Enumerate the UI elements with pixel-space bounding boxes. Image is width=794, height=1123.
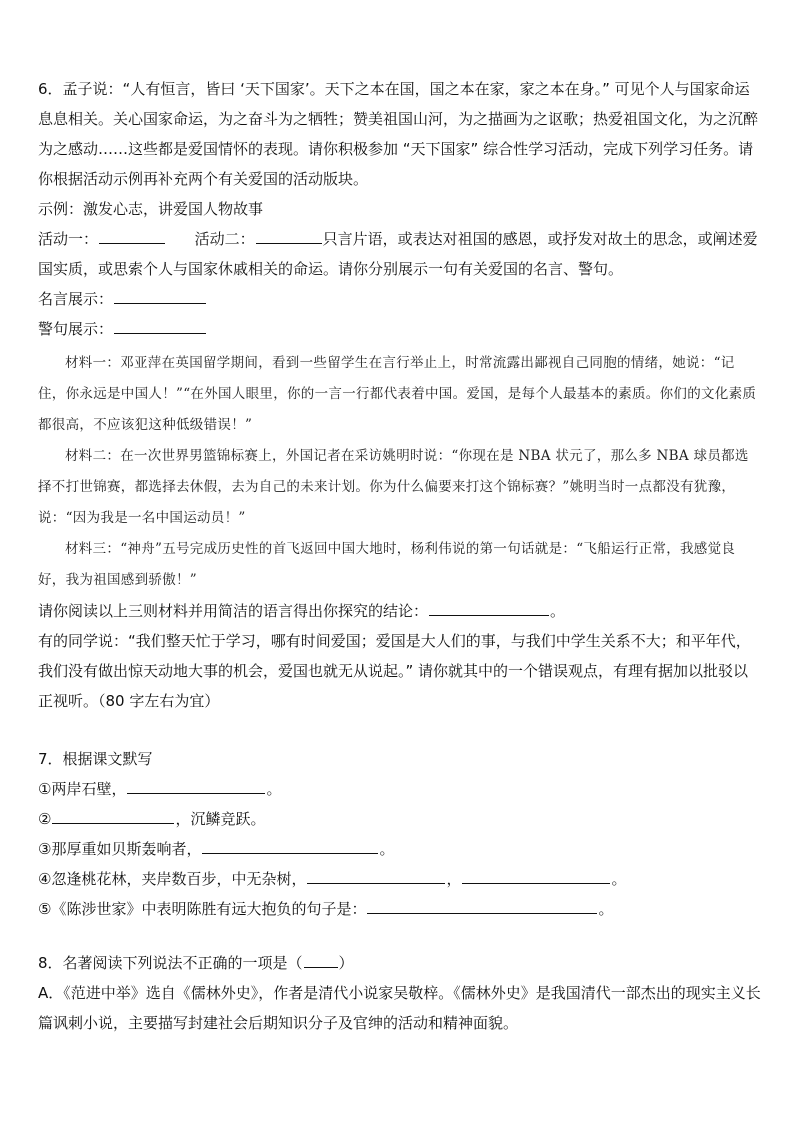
recite-item-1-end: 。 [266,780,282,798]
recite-item-3-end: 。 [379,840,395,858]
warning-row [38,314,762,344]
recite-item-4-comma: ， [446,870,462,888]
classmate-viewpoint: 有的同学说：“我们整天忙于学习，哪有时间爱国；爱国是大人们的事，与我们中学生关系不大；和平年代，我们没有做出惊天动地大事的机会，爱国也就无从说起。” 请你就其中的一个错误观点，有理有据加以批驳以正视听。（80 字左右为宜） [38,632,751,710]
conclusion-blank[interactable] [429,597,549,616]
recite-item-4-text: ④忽逢桃花林，夹岸数百步，中无杂树， [38,870,307,888]
recite-item-5-blank[interactable] [367,895,597,914]
question-8-title [38,948,762,978]
material-one: 材料一：邓亚萍在英国留学期间，看到一些留学生在言行举止上，时常流露出鄙视自己同胞的情绪，她说：“记住，你永远是中国人！”“在外国人眼里，你的一言一行都代表着中国。爱国，是每个人最基本的素质。你们的文化素质都很高，不应该犯这种低级错误！” [38,355,757,433]
recite-item-4-blank-b[interactable] [462,865,610,884]
recite-item-2-blank[interactable] [52,805,174,824]
question-7-title: 7．根据课文默写 [38,750,153,768]
recite-item-3 [38,834,762,864]
recite-item-4-blank-a[interactable] [307,865,445,884]
quote-blank[interactable] [114,285,206,304]
question-8-close: ） [338,954,354,972]
activity-section [38,224,762,284]
material-three: 材料三：“神舟”五号完成历史性的首飞返回中国大地时，杨利伟说的第一句话就是：“飞船运行正常，我感觉良好，我为祖国感到骄傲！” [38,541,736,588]
example-activity: 示例：激发心志，讲爱国人物故事 [38,200,264,218]
recite-item-4 [38,864,762,894]
recite-item-5 [38,894,762,924]
material-two: 材料二：在一次世界男篮锦标赛上，外国记者在采访姚明时说：“你现在是 NBA 状元了，那么多 NBA 球员都选择不打世锦赛，都选择去休假，去为自己的未来计划。你为什么偏要来打这个锦标赛？”姚明当时一点都没有犹豫，说：“因为我是一名中国运动员！” [38,448,749,526]
question-8-text: 8．名著阅读下列说法不正确的一项是（ [38,954,303,972]
recite-item-2 [38,804,762,834]
recite-item-3-text: ③那厚重如贝斯轰响者， [38,840,202,858]
conclusion-prompt: 请你阅读以上三则材料并用简洁的语言得出你探究的结论： [38,602,429,620]
exam-page [38,74,762,1038]
quote-label: 名言展示： [38,290,114,308]
conclusion-row [38,596,762,626]
recite-item-4-end: 。 [611,870,627,888]
quote-row [38,284,762,314]
activity-one-blank[interactable] [99,225,165,244]
activity-two-label: 活动二： [194,230,255,248]
recite-item-1-text: ①两岸石壁， [38,780,127,798]
recite-item-1-blank[interactable] [127,775,265,794]
recite-item-2-end: ，沉鳞竞跃。 [175,810,266,828]
question-6-intro: 6．孟子说：“人有恒言，皆曰 ‘天下国家’。天下之本在国，国之本在家，家之本在身。” 可见个人与国家命运息息相关。关心国家命运，为之奋斗为之牺牲；赞美祖国山河，为之描画为之讴歌；热爱祖国文化，为之沉醉为之感动……这些都是爱国情怀的表现。请你积极参加 “天下国家” 综合性学习活动，完成下列学习任务。请你根据活动示例再补充两个有关爱国的活动版块。 [38,80,759,188]
recite-item-2-text: ② [38,810,52,828]
activity-one-label: 活动一： [38,230,99,248]
recite-item-1 [38,774,762,804]
recite-item-3-blank[interactable] [202,835,378,854]
warning-label: 警句展示： [38,320,114,338]
recite-item-5-text: ⑤《陈涉世家》中表明陈胜有远大抱负的句子是： [38,900,367,918]
recite-item-5-end: 。 [598,900,614,918]
question-8-option-a: A．《范进中举》选自《儒林外史》，作者是清代小说家吴敬梓。《儒林外史》是我国清代一部杰出的现实主义长篇讽刺小说，主要描写封建社会后期知识分子及官绅的活动和精神面貌。 [38,984,761,1032]
conclusion-period: 。 [550,602,566,620]
warning-blank[interactable] [114,315,206,334]
activity-description: 只言片语，或表达对祖国的感恩，或抒发对故土的思念，或阐述爱国实质，或思索个人与国家休戚相关的命运。请你分别展示一句有关爱国的名言、警句。 [38,230,758,278]
question-8-answer-blank[interactable] [304,949,338,968]
activity-two-blank[interactable] [256,225,322,244]
